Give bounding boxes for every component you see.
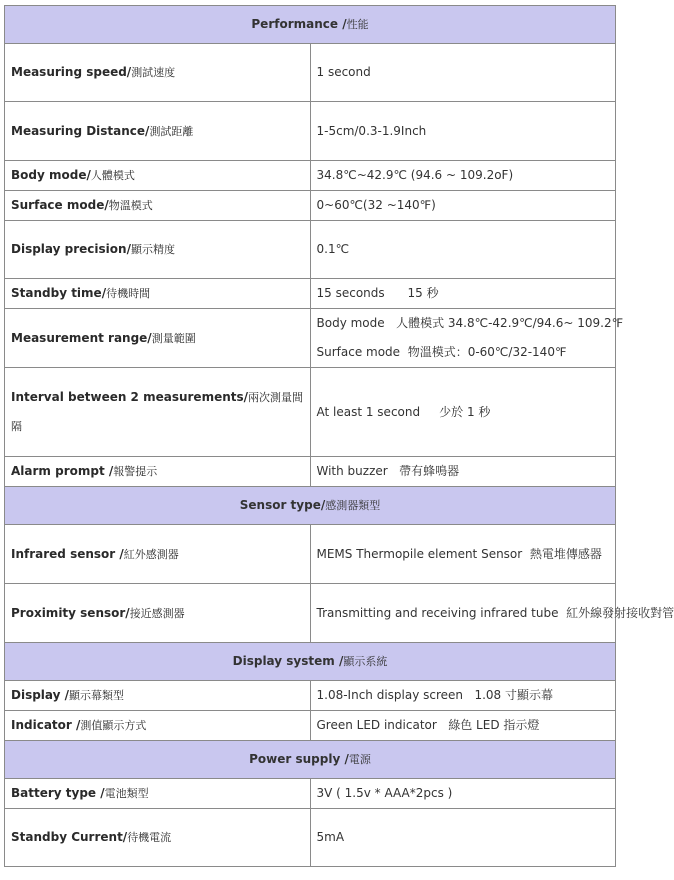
table-row [5,457,616,487]
row-label-zh: 兩次測量間隔 [11,391,304,433]
row-label-en: Standby Current/ [11,830,128,844]
value-line: Body mode 人體模式 34.8℃-42.9℃/94.6~ 109.2℉ [316,316,624,330]
row-label-zh: 測量範圍 [151,331,196,345]
section-title [5,643,616,681]
row-label-en: Proximity sensor/ [11,605,130,620]
row-value: 5mA [310,809,616,867]
row-label-en: Interval between 2 measurements/ [11,390,249,404]
row-label [5,161,311,191]
section-title-zh: 顯示系統 [343,655,388,668]
row-label-en: Standby time/ [11,286,107,300]
row-label-en: Body mode/ [11,168,91,182]
row-label-zh: 測值顯示方式 [80,719,147,732]
row-label-en: Display precision/ [11,242,131,256]
row-value: 3V ( 1.5v * AAA*2pcs ) [310,779,616,809]
row-label [5,525,311,584]
row-value: 0~60℃(32 ~140℉) [310,191,616,221]
table-row [5,191,616,221]
row-label [5,191,311,221]
row-label-zh: 報警提示 [113,465,158,478]
table-row [5,279,616,309]
row-label-zh: 物溫模式 [108,199,153,212]
section-title-en: Sensor type/ [239,498,326,512]
row-label-zh: 顯示幕類型 [69,689,125,702]
row-label-en: Surface mode/ [11,198,109,212]
row-label-zh: 測試速度 [131,66,176,79]
table-row [5,102,616,161]
table-row [5,368,616,457]
row-label-en: Indicator / [11,718,81,732]
row-label-zh: 接近感測器 [129,606,185,620]
row-label [5,309,311,368]
section-title [5,741,616,779]
row-label-zh: 測試距離 [149,124,194,138]
row-value: 1 second [310,44,616,102]
table-row [5,711,616,741]
row-label [5,221,311,279]
row-value: With buzzer 帶有蜂鳴器 [310,457,616,487]
row-label [5,809,311,867]
row-label [5,584,311,643]
table-row [5,779,616,809]
row-label [5,102,311,161]
table-row [5,584,616,643]
row-label [5,44,311,102]
section-title-zh: 性能 [346,18,369,31]
table-row [5,44,616,102]
section-title [5,6,616,44]
row-label-en: Infrared sensor / [11,546,124,561]
section-header-display-system [5,643,616,681]
section-header-sensor-type [5,487,616,525]
row-label-zh: 待機電流 [127,831,172,844]
row-value: 34.8℃~42.9℃ (94.6 ~ 109.2oF) [310,161,616,191]
row-label [5,457,311,487]
section-title-en: Power supply / [249,752,349,766]
row-value: MEMS Thermopile element Sensor 熱電堆傳感器 [310,525,616,584]
row-value: 1.08-Inch display screen 1.08 寸顯示幕 [310,681,616,711]
row-label-en: Battery type / [11,786,105,800]
row-value: 0.1℃ [310,221,616,279]
row-label [5,368,311,457]
row-label [5,279,311,309]
section-header-power-supply [5,741,616,779]
section-title [5,487,616,525]
row-label [5,711,311,741]
table-row [5,809,616,867]
row-label-zh: 待機時間 [106,287,151,300]
row-label-zh: 顯示精度 [130,243,175,256]
table-row [5,221,616,279]
row-label-en: Display / [11,688,70,702]
row-label-en: Measurement range/ [11,330,152,345]
table-row [5,525,616,584]
row-value [310,309,624,368]
row-value: Transmitting and receiving infrared tube 紅外線發射接收對管 [310,584,616,643]
row-value: Green LED indicator 綠色 LED 指示燈 [310,711,616,741]
row-value: At least 1 second 少於 1 秒 [310,368,616,457]
row-label [5,779,311,809]
table-row [5,309,616,368]
row-label-zh: 人體模式 [90,169,135,182]
table-row [5,681,616,711]
row-label-en: Alarm prompt / [11,464,114,478]
row-label-en: Measuring speed/ [11,65,132,79]
row-label-zh: 紅外感測器 [123,547,179,561]
section-header-performance [5,6,616,44]
row-label [5,681,311,711]
spec-table [4,5,674,867]
row-value: 15 seconds 15 秒 [310,279,616,309]
row-value: 1-5cm/0.3-1.9Inch [310,102,616,161]
section-title-zh: 感測器類型 [325,499,381,512]
table-row [5,161,616,191]
row-label-zh: 電池類型 [104,787,149,800]
section-title-en: Display system / [232,654,344,668]
section-title-zh: 電源 [348,753,371,766]
value-line: Surface mode 物溫模式：0-60℃/32-140℉ [316,345,567,359]
row-label-en: Measuring Distance/ [11,123,150,138]
section-title-en: Performance / [251,17,347,31]
